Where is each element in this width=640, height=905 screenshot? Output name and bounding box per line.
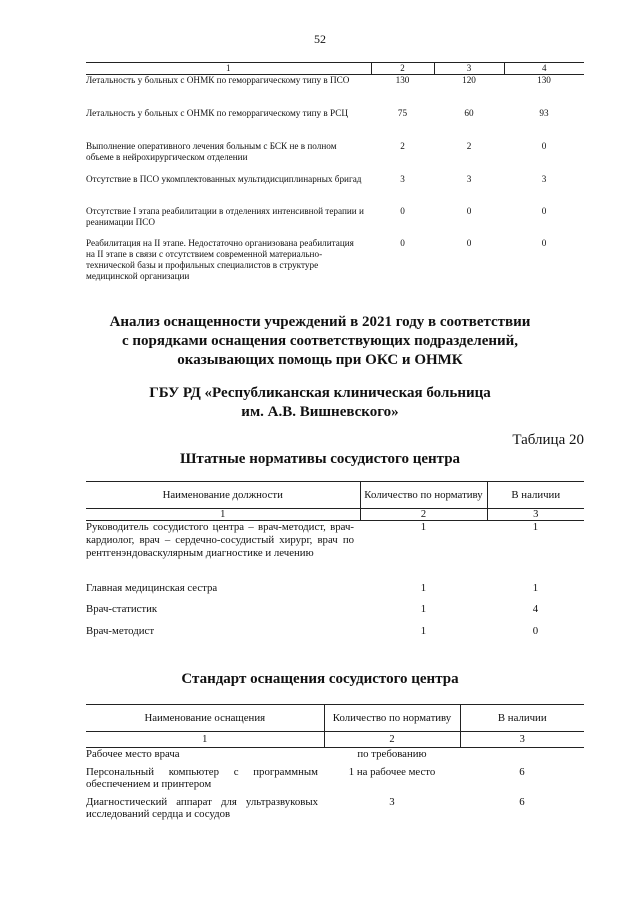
page-number: 52 [314, 32, 326, 46]
table-row [86, 206, 584, 238]
column-header: 4 [504, 63, 584, 75]
heading-line: ГБУ РД «Республиканская клиническая больница [149, 385, 491, 401]
table-row [86, 796, 584, 822]
cell-value: 1 на рабочее место [348, 765, 436, 778]
column-header: 2 [371, 63, 434, 75]
cell-value: 0 [541, 205, 547, 216]
cell-value: 130 [395, 75, 410, 86]
column-header: 3 [434, 63, 504, 75]
row-label: Выполнение оперативного лечения больным с БСК не в полном объеме в нейрохирургическом отделении [86, 140, 337, 162]
column-number: 2 [324, 732, 460, 748]
cell-value: 3 [466, 173, 472, 184]
column-number: 1 [86, 732, 324, 748]
table-row [86, 521, 584, 582]
row-label: Реабилитация на II этапе. Недостаточно организована реабилитация на II этапе в связи с отсутствием современной материально-технической базы и профильных специалистов в структуре медицинской организации [86, 237, 354, 282]
cell-value: 1 [532, 521, 539, 533]
cell-value: 1 [532, 581, 539, 594]
cell-value: 2 [466, 140, 472, 151]
table-header-row [86, 63, 584, 75]
staffing-table [86, 481, 584, 643]
cell-value: 0 [532, 624, 539, 637]
table-row [86, 582, 584, 603]
row-label: Рабочее место врача [86, 748, 180, 760]
cell-value: 6 [519, 795, 525, 808]
table-number: Таблица 20 [512, 432, 584, 448]
cell-value: 0 [541, 237, 547, 248]
column-number: 3 [487, 509, 584, 521]
cell-value: 3 [541, 173, 547, 184]
table-title: Штатные нормативы сосудистого центра [179, 451, 461, 467]
row-label: Летальность у больных с ОНМК по геморрагическому типу в РСЦ [86, 107, 349, 118]
row-label: Летальность у больных с ОНМК по геморрагическому типу в ПСО [86, 75, 350, 86]
table-row [86, 625, 584, 643]
column-header: В наличии [460, 705, 584, 732]
table-row [86, 75, 584, 108]
column-header: Количество по нормативу [360, 482, 487, 509]
table-subheader-row [86, 509, 584, 521]
cell-value: 0 [466, 237, 472, 248]
table-row [86, 174, 584, 206]
table-header-row [86, 482, 584, 509]
column-number: 2 [360, 509, 487, 521]
table-row [86, 141, 584, 174]
row-label: Отсутствие I этапа реабилитации в отделениях интенсивной терапии и реанимации ПСО [86, 205, 364, 227]
column-header: Наименование должности [86, 482, 360, 509]
table-row [86, 766, 584, 796]
column-header: 1 [86, 63, 371, 75]
table-subheader-row [86, 732, 584, 748]
cell-value: 130 [537, 75, 551, 86]
cell-value: 0 [400, 205, 405, 216]
table-row [86, 603, 584, 625]
cell-value: 0 [541, 140, 547, 151]
table-title: Стандарт оснащения сосудистого центра [181, 671, 459, 687]
table-header-row [86, 705, 584, 732]
cell-value: 2 [400, 140, 405, 151]
cell-value: 3 [389, 795, 395, 808]
cell-value: 120 [462, 75, 476, 86]
row-label: Главная медицинская сестра [86, 581, 218, 594]
cell-value: 0 [400, 237, 405, 248]
cell-value: 93 [539, 107, 549, 118]
cell-value: 3 [400, 173, 405, 184]
table-row [86, 238, 584, 283]
cell-value: 0 [466, 205, 472, 216]
cell-value: 75 [397, 107, 408, 118]
heading-line: Анализ оснащенности учреждений в 2021 году в соответствии [109, 314, 531, 330]
cell-value: 1 [420, 602, 427, 615]
institution-heading [0, 384, 640, 422]
row-label: Персональный компьютер с программным обеспечением и принтером [86, 765, 318, 791]
cell-value: 1 [420, 521, 427, 533]
column-header: В наличии [487, 482, 584, 509]
cell-value: 6 [519, 765, 525, 778]
column-number: 1 [86, 509, 360, 521]
heading-line: с порядками оснащения соответствующих подразделений, [121, 333, 519, 349]
row-label: Руководитель сосудистого центра – врач-методист, врач-кардиолог, врач – сердечно-сосудистый хирург, врач по рентгенэндоваскулярным диагностике и лечению [86, 521, 354, 559]
row-label: Отсутствие в ПСО укомплектованных мультидисциплинарных бригад [86, 173, 362, 184]
mortality-table [86, 62, 584, 283]
column-number: 3 [460, 732, 584, 748]
column-header: Количество по нормативу [324, 705, 460, 732]
row-label: Врач-методист [86, 624, 155, 637]
row-label: Диагностический аппарат для ультразвуковых исследований сердца и сосудов [86, 795, 318, 821]
column-header: Наименование оснащения [86, 705, 324, 732]
heading-line: им. А.В. Вишневского» [241, 404, 399, 420]
cell-value [460, 748, 584, 766]
cell-value: 1 [420, 624, 427, 637]
cell-value: 1 [420, 581, 427, 594]
row-label: Врач-статистик [86, 602, 158, 615]
cell-value: 4 [532, 602, 539, 615]
section-heading [0, 313, 640, 370]
equipment-table [86, 704, 584, 821]
heading-line: оказывающих помощь при ОКС и ОНМК [177, 352, 463, 368]
cell-value: по требованию [357, 748, 427, 760]
table-row [86, 108, 584, 141]
cell-value: 60 [464, 107, 474, 118]
table-row [86, 748, 584, 766]
